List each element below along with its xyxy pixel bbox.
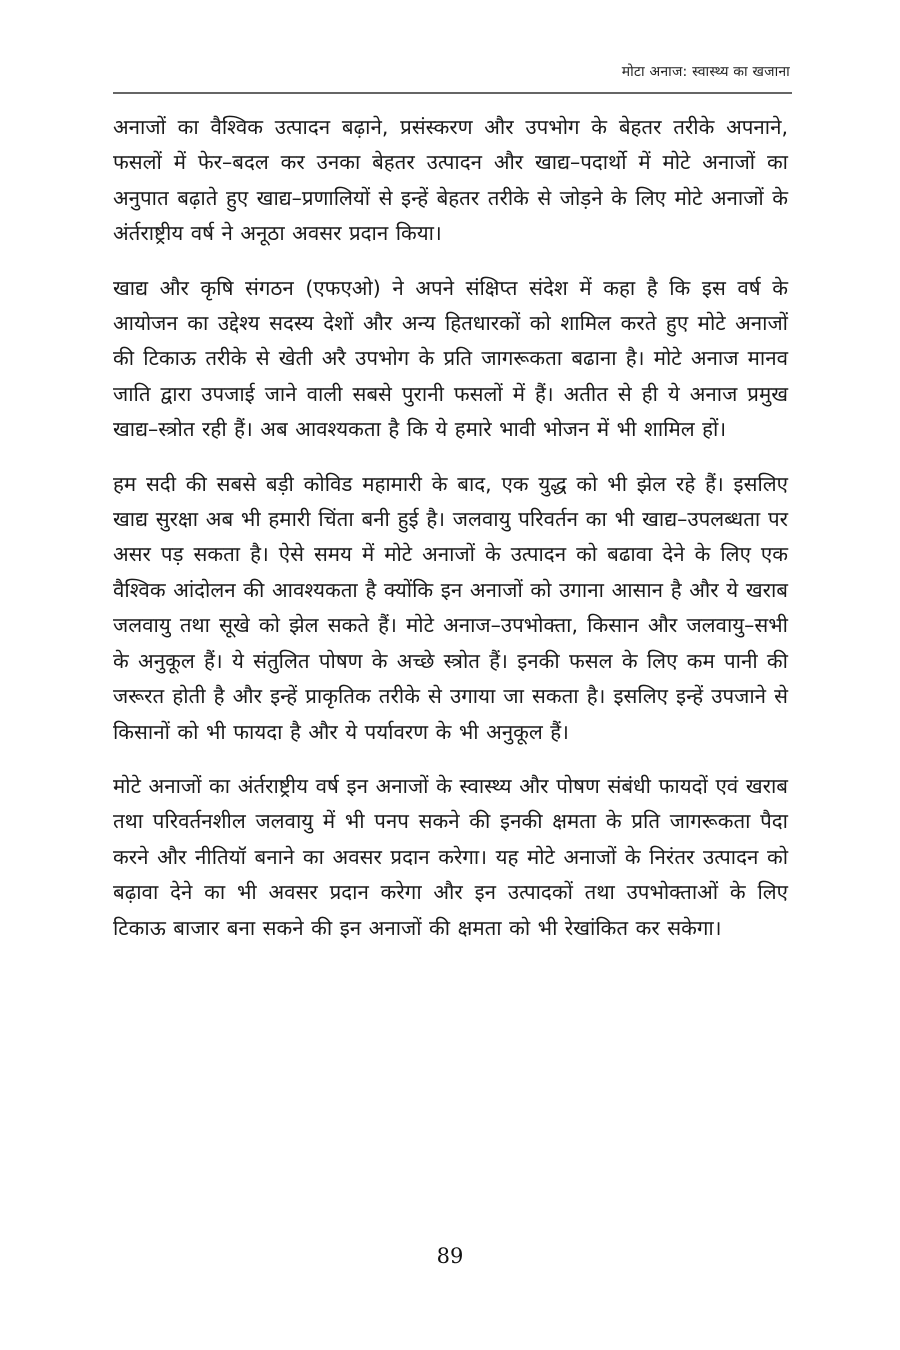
page-number: 89 <box>436 1244 464 1268</box>
paragraph-2: खाद्य और कृषि संगठन (एफएओ) ने अपने संक्षिप्त संदेश में कहा है कि इस वर्ष के आयोजन का उद्देश्य सदस्य देशों और अन्य हितधारकों को शामिल करते हुए मोटे अनाजों की टिकाऊ तरीके से खेती अरै उपभोग के प्रति जागरूकता बढाना है। मोटे अनाज मानव जाति द्वारा उपजाई जाने वाली सबसे पुरानी फसलों में हैं। अतीत से ही ये अनाज प्रमुख खाद्य–स्त्रोत रही हैं। अब आवश्यकता है कि ये हमारे भावी भोजन में भी शामिल हों। <box>113 275 788 442</box>
paragraph-4: मोटे अनाजों का अंर्तराष्ट्रीय वर्ष इन अनाजों के स्वास्थ्य और पोषण संबंधी फायदों एवं खराब तथा परिवर्तनशील जलवायु में भी पनप सकने की इनकी क्षमता के प्रति जागरूकता पैदा करने और नीतियॉ बनाने का अवसर प्रदान करेगा। यह मोटे अनाजों के निरंतर उत्पादन को बढ़ावा देने का भी अवसर प्रदान करेगा और इन उत्पादकों तथा उपभोक्ताओं के लिए टिकाऊ बाजार बना सकने की इन अनाजों की क्षमता को भी रेखांकित कर सकेगा। <box>113 773 788 940</box>
running-header-title: मोटा अनाज: स्वास्थ्य का खजाना <box>621 64 790 80</box>
header-rule <box>113 92 792 94</box>
paragraph-3: हम सदी की सबसे बड़ी कोविड महामारी के बाद, एक युद्ध को भी झेल रहे हैं। इसलिए खाद्य सुरक्षा अब भी हमारी चिंता बनी हुई है। जलवायु परिवर्तन का भी खाद्य–उपलब्धता पर असर पड़ सकता है। ऐसे समय में मोटे अनाजों के उत्पादन को बढावा देने के लिए एक वैश्विक आंदोलन की आवश्यकता है क्योंकि इन अनाजों को उगाना आसान है और ये खराब जलवायु तथा सूखे को झेल सकते हैं। मोटे अनाज–उपभोक्ता, किसान और जलवायु–सभी के अनुकूल हैं। ये संतुलित पोषण के अच्छे स्त्रोत हैं। इनकी फसल के लिए कम पानी की जरूरत होती है और इन्हें प्राकृतिक तरीके से उगाया जा सकता है। इसलिए इन्हें उपजाने से किसानों को भी फायदा है और ये पर्यावरण के भी अनुकूल हैं। <box>113 471 788 744</box>
paragraph-1: अनाजों का वैश्विक उत्पादन बढ़ाने, प्रसंस्करण और उपभोग के बेहतर तरीके अपनाने, फसलों में फेर–बदल कर उनका बेहतर उत्पादन और खाद्य–पदार्थो में मोटे अनाजों का अनुपात बढ़ाते हुए खाद्य–प्रणालियों से इन्हें बेहतर तरीके से जोड़ने के लिए मोटे अनाजों के अंर्तराष्ट्रीय वर्ष ने अनूठा अवसर प्रदान किया। <box>113 115 788 246</box>
body-text <box>113 110 788 965</box>
